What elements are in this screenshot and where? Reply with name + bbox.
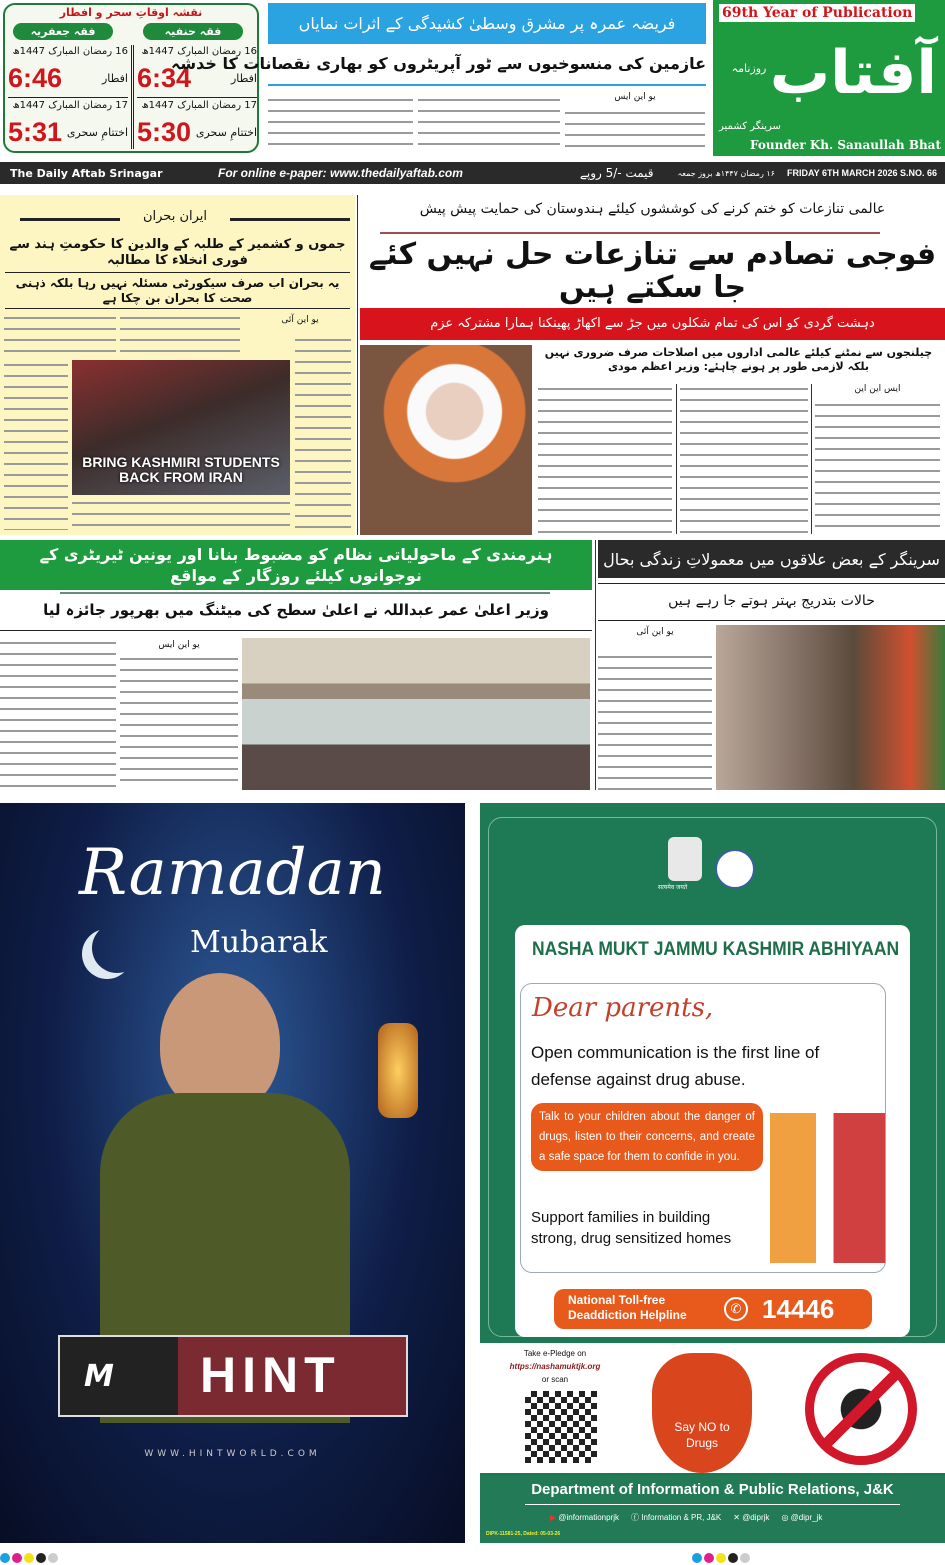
police-seal-icon <box>715 849 755 889</box>
umrah-banner: فریضہ عمرہ پر مشرق وسطیٰ کشیدگی کے اثرات نمایاں <box>268 3 706 44</box>
helpline-box[interactable] <box>554 1289 872 1329</box>
model-head <box>160 973 280 1113</box>
iran-headline: جموں و کشمیر کے طلبہ کے والدین کا حکومتِ ہند سے فوری انخلاء کا مطالبہ <box>9 237 346 268</box>
lead-text-col-3 <box>538 384 672 535</box>
no-drugs-icon <box>805 1353 917 1465</box>
pledge-url[interactable]: https://nashamuktjk.org <box>509 1362 601 1371</box>
fiqh-jafaria-label: فقہ جعفریہ <box>13 23 113 40</box>
say-no-text: Say NO to Drugs <box>674 1420 730 1450</box>
color-registration-marks <box>0 1553 58 1563</box>
hanafia-iftar-time: 6:34 <box>137 63 192 93</box>
stop-hand-icon <box>652 1353 752 1473</box>
nasha-mukt-ad <box>480 803 945 1543</box>
jafaria-iftar-time: 6:46 <box>8 63 63 93</box>
hanafia-sehri-label: اختتامِ سحری <box>195 125 257 139</box>
founder-line: Founder Kh. Sanaullah Bhat <box>750 138 941 152</box>
jafaria-column <box>8 45 128 149</box>
skills-byline: یو این ایس <box>158 640 200 650</box>
skills-subhead: وزیر اعلیٰ عمر عبداللہ نے اعلیٰ سطح کی میٹنگ میں بھرپور جائزہ لیا <box>43 601 549 619</box>
umrah-text-col-2 <box>418 95 560 153</box>
ad-mubarak: Mubarak <box>190 925 328 960</box>
campaign-title: NASHA MUKT JAMMU KASHMIR ABHIYAAN <box>532 939 900 960</box>
modi-photo <box>360 345 532 535</box>
masthead-name: آفتاب <box>769 38 937 108</box>
helpline-label-2: Deaddiction Helpline <box>568 1308 687 1322</box>
x-link[interactable] <box>733 1512 769 1523</box>
srinagar-subhead: حالات بتدریج بہتر ہوتے جا رہے ہیں <box>668 593 875 609</box>
support-message: Support families in building strong, drug sensitized homes <box>531 1209 732 1247</box>
fiqh-hanafia-label: فقہ حنفیہ <box>143 23 243 40</box>
meeting-photo <box>242 638 590 790</box>
timings-title: نقشہ اوقاتِ سحر و افطار <box>59 6 203 19</box>
lead-kicker: عالمی تنازعات کو ختم کرنے کی کوششوں کیلئے ہندوستان کی حمایت پیش پیش <box>419 201 886 217</box>
issue-date: FRIDAY 6TH MARCH 2026 S.NO. 66 <box>786 168 937 178</box>
iran-text-col-2 <box>120 313 240 358</box>
lead-text-col-1 <box>815 400 940 535</box>
hanafia-iftar-date: 16 رمضان المبارک 1447ھ <box>141 46 257 57</box>
price: قیمت -/5 روپے <box>579 166 654 180</box>
sehri-iftar-timings-box <box>3 3 259 153</box>
lead-text-col-2 <box>680 384 808 535</box>
srinagar-text-col <box>598 652 712 790</box>
hanafia-iftar-label: افطار <box>230 71 257 85</box>
lantern-icon <box>378 1023 418 1118</box>
facebook-icon: ⓕ <box>630 1513 639 1522</box>
jafaria-sehri-label: اختتامِ سحری <box>66 125 128 139</box>
facebook-handle: Information & PR, J&K <box>641 1513 722 1522</box>
youtube-icon: ▶ <box>550 1513 557 1522</box>
ad-ramadan-title: Ramadan <box>79 836 386 910</box>
instagram-icon: ◎ <box>781 1513 789 1522</box>
umrah-text-col-3 <box>268 95 413 153</box>
facebook-link[interactable] <box>631 1512 721 1523</box>
pledge-text: Take e-Pledge on <box>523 1349 587 1358</box>
children-illustration <box>770 1113 885 1263</box>
greeting: Dear parents, <box>532 993 714 1023</box>
info-bar <box>0 162 945 184</box>
lead-byline: ایس این این <box>854 384 901 394</box>
paper-name: The Daily Aftab Srinagar <box>10 166 163 180</box>
ashoka-emblem-icon <box>668 837 702 881</box>
umrah-headline: عازمین کی منسوخیوں سے ٹور آپریٹروں کو بھاری نقصانات کا خدشہ <box>171 54 706 73</box>
iran-text-bottom <box>72 498 290 530</box>
helpline-number[interactable]: 14446 <box>762 1294 835 1324</box>
skills-headline: ہنرمندی کے ماحولیاتی نظام کو مضبوط بنانا اور یونین ٹیریٹری کے نوجوانوں کیلئے روزگار کے مواقع <box>0 540 592 590</box>
qr-code[interactable] <box>525 1391 597 1463</box>
hint-ramadan-ad <box>0 803 465 1543</box>
lead-headline: فوجی تصادم سے تنازعات حل نہیں کئے جا سکتے ہیں <box>368 237 937 305</box>
hint-logo <box>58 1335 408 1417</box>
lead-subhead: چیلنجوں سے نمٹنے کیلئے عالمی اداروں میں اصلاحات صرف ضروری نہیں بلکہ لازمی طور پر ہونے چاہئے: وزیر اعظم مودی <box>544 346 933 373</box>
year-of-publication: 69th Year of Publication <box>719 4 915 22</box>
iran-text-col-1 <box>295 335 351 530</box>
helpline-label-1: National Toll-free <box>568 1293 666 1307</box>
epaper-link[interactable]: For online e-paper: www.thedailyaftab.com <box>218 166 463 180</box>
phone-icon: ✆ <box>724 1297 748 1321</box>
iran-byline: یو این آئی <box>281 315 319 325</box>
hanafia-sehri-date: 17 رمضان المبارک 1447ھ <box>141 100 257 111</box>
crescent-moon-icon <box>92 923 142 973</box>
umrah-byline: یو این ایس <box>614 92 656 102</box>
pledge-scan: or scan <box>541 1375 569 1384</box>
youtube-link[interactable] <box>550 1512 619 1523</box>
instagram-handle: @dipr_jk <box>790 1513 823 1522</box>
jafaria-sehri-time: 5:31 <box>8 117 63 147</box>
x-icon: ✕ <box>733 1513 740 1522</box>
lead-message: Open communication is the first line of defense against drug abuse. <box>531 1043 820 1089</box>
hint-brand: HINT <box>200 1347 341 1403</box>
masthead-logo <box>713 0 945 156</box>
hint-url[interactable]: WWW.HINTWORLD.COM <box>144 1449 321 1459</box>
masthead-city: سرینگر کشمیر <box>719 121 781 132</box>
instagram-link[interactable] <box>781 1512 822 1523</box>
skills-text-col-1 <box>120 654 238 790</box>
jafaria-sehri-date: 17 رمضان المبارک 1447ھ <box>12 100 128 111</box>
umrah-text-col-1 <box>565 108 705 153</box>
department-name: Department of Information & Public Relations, J&K <box>531 1481 894 1498</box>
advice-bubble: Talk to your children about the danger of drugs, listen to their concerns, and create a safe space for them to confide in you. <box>531 1103 763 1171</box>
iran-crisis-story <box>0 195 355 535</box>
lead-red-strap: دہشت گردی کو اس کی تمام شکلوں میں جڑ سے اکھاڑ پھینکنا ہمارا مشترکہ عزم <box>360 308 945 340</box>
skills-text-col-2 <box>0 638 116 790</box>
iran-subhead: یہ بحران اب صرف سیکورٹی مسئلہ نہیں رہا بلکہ ذہنی صحت کا بحران بن چکا ہے <box>15 276 340 305</box>
srinagar-headline: سرینگر کے بعض علاقوں میں معمولاتِ زندگی بحال <box>598 540 945 578</box>
hijri-date: ۱۶ رمضان ۱۴۴۷ھ بروز جمعہ <box>677 168 775 178</box>
emblem-motto: सत्यमेव जयते <box>658 885 688 891</box>
srinagar-byline: یو این آئی <box>636 627 674 637</box>
srinagar-market-photo <box>716 625 945 790</box>
youtube-handle: @informationprjk <box>558 1513 619 1522</box>
color-registration-marks-2 <box>692 1553 750 1563</box>
iran-text-col-4 <box>4 360 68 530</box>
ad-reference: DIPK-11581-25, Dated: 05-03-26 <box>486 1531 561 1537</box>
photo-placard-text: BRING KASHMIRI STUDENTS BACK FROM IRAN <box>82 454 280 485</box>
x-handle: @diprjk <box>742 1513 770 1522</box>
hint-m-icon: M <box>84 1359 114 1394</box>
jafaria-iftar-date: 16 رمضان المبارک 1447ھ <box>12 46 128 57</box>
iran-photo <box>72 360 290 495</box>
iran-kicker: ایران بحران <box>142 209 208 224</box>
masthead-daily: روزنامہ <box>731 62 767 75</box>
jafaria-iftar-label: افطار <box>101 71 128 85</box>
hanafia-sehri-time: 5:30 <box>137 117 192 147</box>
iran-text-col-3 <box>4 313 116 358</box>
